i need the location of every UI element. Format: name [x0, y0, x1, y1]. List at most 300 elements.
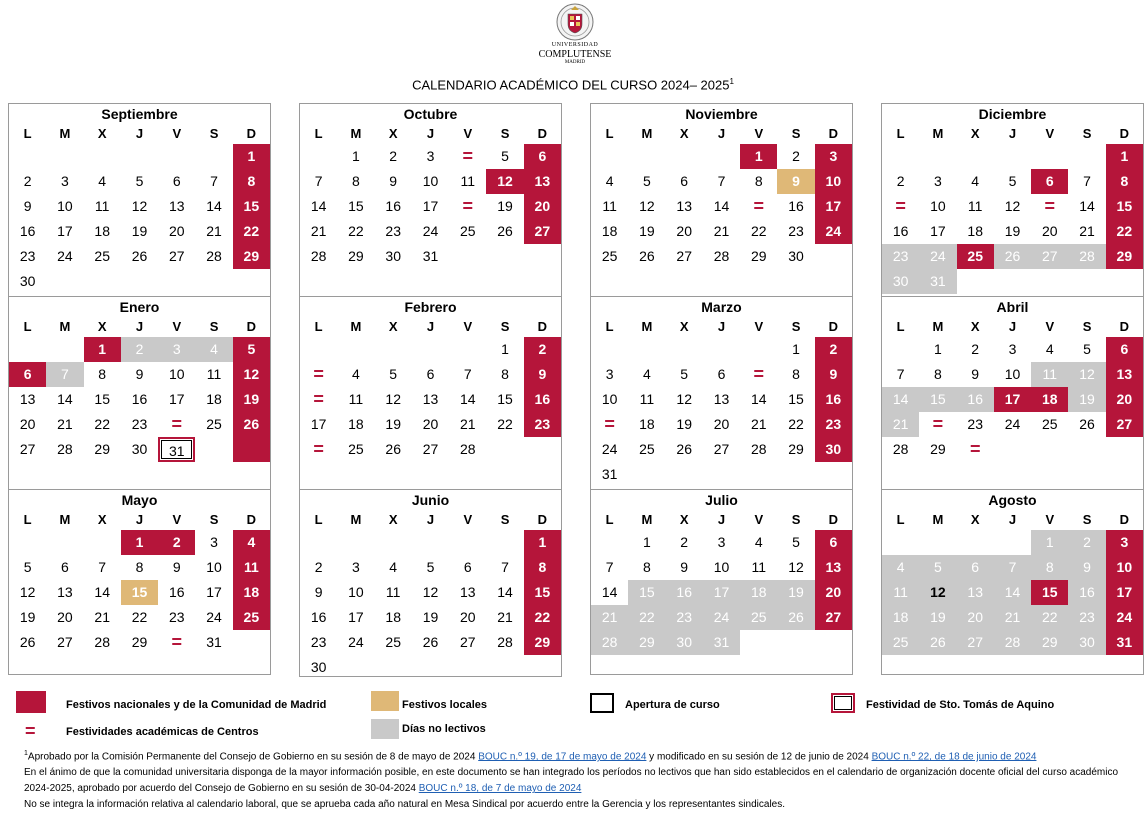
aquino-day-cell: 31 — [158, 437, 195, 462]
day-cell: 3 — [605, 366, 614, 382]
day-cell: 4 — [605, 173, 614, 189]
day-grid — [300, 337, 561, 462]
footnote-mark: 1 — [24, 750, 28, 757]
weekday-label: D — [828, 512, 839, 527]
day-cell: 28 — [206, 248, 222, 264]
weekday-label: J — [426, 319, 435, 334]
empty-day-cell — [1106, 269, 1143, 294]
day-cell: 12 — [1004, 198, 1021, 214]
weekday-header — [591, 510, 852, 530]
day-cell: 8 — [98, 366, 107, 382]
day-cell: 18 — [385, 609, 401, 625]
weekday-label: L — [314, 319, 323, 334]
legend-swatch-local — [371, 691, 399, 711]
day-cell: 16 — [892, 223, 909, 239]
day-cell: 8 — [934, 366, 942, 382]
day-cell: 14 — [1079, 198, 1095, 214]
weekday-label: J — [717, 126, 726, 141]
day-cell: 25 — [94, 248, 110, 264]
academic-holiday-day-cell: = — [313, 439, 324, 459]
empty-day-cell — [591, 337, 628, 362]
day-cell: 21 — [713, 223, 730, 239]
holiday-day-cell: 16 — [815, 387, 852, 412]
weekday-label: D — [1119, 319, 1130, 334]
day-cell: 13 — [676, 198, 692, 214]
non-teaching-day-cell: 26 — [919, 630, 956, 655]
legend-swatch-national — [16, 691, 46, 713]
empty-day-cell — [375, 530, 412, 555]
day-cell: 20 — [713, 416, 730, 432]
legend-opening-label: Apertura de curso — [625, 699, 720, 711]
non-teaching-day-cell: 22 — [628, 605, 665, 630]
holiday-day-cell: 27 — [1106, 412, 1143, 437]
day-grid — [882, 530, 1143, 655]
non-teaching-day-cell: 19 — [919, 605, 956, 630]
day-cell: 26 — [19, 634, 36, 650]
non-teaching-day-cell: 7 — [46, 362, 83, 387]
page-title-text: CALENDARIO ACADÉMICO DEL CURSO 2024– 2025 — [412, 77, 730, 93]
day-cell: 30 — [385, 248, 401, 264]
day-cell: 9 — [314, 584, 323, 600]
day-cell: 22 — [348, 223, 364, 239]
day-cell: 28 — [459, 441, 476, 457]
bouc-22-link[interactable]: BOUC n.º 22, de 18 de junio de 2024 — [871, 751, 1037, 763]
day-cell: 18 — [601, 223, 618, 239]
weekday-label: X — [388, 512, 398, 527]
weekday-label: X — [679, 319, 689, 334]
weekday-label: M — [932, 126, 944, 141]
day-cell: 24 — [422, 223, 439, 239]
day-cell: 15 — [348, 198, 364, 214]
day-cell: 2 — [971, 341, 980, 357]
empty-day-cell — [591, 144, 628, 169]
day-cell: 5 — [643, 173, 651, 189]
month-name: Febrero — [404, 299, 457, 315]
day-cell: 29 — [348, 248, 364, 264]
weekday-header — [591, 124, 852, 144]
day-cell: 27 — [57, 634, 73, 650]
holiday-day-cell: 22 — [1106, 219, 1143, 244]
month-name: Enero — [119, 299, 160, 315]
empty-day-cell — [300, 530, 337, 555]
day-cell: 25 — [348, 441, 364, 457]
day-cell: 11 — [639, 391, 655, 407]
month-name: Septiembre — [101, 106, 178, 122]
weekday-label: X — [97, 319, 107, 334]
weekday-label: V — [172, 126, 182, 141]
holiday-day-cell: 20 — [1106, 387, 1143, 412]
day-cell: 25 — [601, 248, 618, 264]
empty-day-cell — [449, 655, 486, 680]
non-teaching-day-cell: 28 — [1068, 244, 1105, 269]
day-cell: 25 — [459, 223, 476, 239]
day-cell: 28 — [94, 634, 110, 650]
empty-day-cell — [524, 244, 561, 269]
weekday-label: D — [537, 126, 548, 141]
non-teaching-day-cell: 25 — [740, 605, 777, 630]
day-cell: 25 — [206, 416, 222, 432]
empty-day-cell — [46, 530, 83, 555]
day-cell: 9 — [680, 559, 689, 575]
weekday-label: M — [641, 126, 653, 141]
holiday-day-cell: 1 — [740, 144, 777, 169]
day-cell: 16 — [19, 223, 36, 239]
day-cell: 5 — [135, 173, 144, 189]
day-cell: 17 — [310, 416, 327, 432]
day-cell: 21 — [459, 416, 476, 432]
weekday-label: V — [754, 512, 764, 527]
weekday-header — [882, 124, 1143, 144]
day-cell: 22 — [94, 416, 110, 432]
weekday-label: L — [23, 512, 32, 527]
day-cell: 5 — [23, 559, 32, 575]
day-cell: 23 — [168, 609, 185, 625]
holiday-day-cell: 5 — [233, 337, 270, 362]
non-teaching-day-cell: 21 — [994, 605, 1031, 630]
day-cell: 10 — [422, 173, 439, 189]
empty-day-cell — [412, 530, 449, 555]
empty-day-cell — [1031, 144, 1068, 169]
weekday-label: V — [463, 126, 473, 141]
academic-holiday-day-cell: = — [753, 196, 765, 216]
holiday-day-cell: 27 — [815, 605, 852, 630]
day-cell: 4 — [754, 534, 763, 550]
academic-holiday-day-cell: = — [171, 414, 183, 434]
day-cell: 8 — [792, 366, 800, 382]
weekday-label: D — [246, 126, 257, 141]
day-cell: 14 — [310, 198, 327, 214]
holiday-day-cell: 25 — [233, 605, 270, 630]
legend-swatch-aquino — [831, 693, 855, 713]
day-cell: 21 — [497, 609, 513, 625]
day-cell: 5 — [1083, 341, 1091, 357]
weekday-label: M — [59, 512, 71, 527]
month-octubre — [299, 103, 562, 297]
holiday-day-cell: 24 — [1106, 605, 1143, 630]
bouc-18-link[interactable]: BOUC n.º 18, de 7 de mayo de 2024 — [418, 783, 582, 795]
empty-day-cell — [703, 144, 740, 169]
day-cell: 10 — [348, 584, 364, 600]
day-cell: 8 — [643, 559, 651, 575]
empty-day-cell — [300, 144, 337, 169]
holiday-day-cell: 1 — [121, 530, 158, 555]
day-cell: 6 — [463, 559, 472, 575]
day-cell: 11 — [206, 366, 222, 382]
day-cell: 20 — [422, 416, 439, 432]
empty-day-cell — [591, 530, 628, 555]
weekday-label: L — [23, 319, 32, 334]
day-cell: 14 — [57, 391, 73, 407]
day-cell: 9 — [971, 366, 980, 382]
holiday-day-cell: 9 — [815, 362, 852, 387]
day-cell: 14 — [750, 391, 767, 407]
empty-day-cell — [449, 337, 486, 362]
day-grid — [9, 337, 270, 462]
weekday-label: S — [209, 512, 219, 527]
non-teaching-day-cell: 12 — [1068, 362, 1105, 387]
non-teaching-day-cell: 1 — [1031, 530, 1068, 555]
local-holiday-day-cell: 15 — [121, 580, 158, 605]
day-cell: 14 — [601, 584, 618, 600]
footnote-1-text-a: Aprobado por la Comisión Permanente del Consejo de Gobierno en su sesión de 8 de mayo de 2024 — [27, 751, 479, 763]
weekday-label: J — [717, 512, 726, 527]
title-footnote-mark: 1 — [729, 77, 734, 86]
weekday-label: J — [1008, 319, 1017, 334]
holiday-day-cell: 20 — [524, 194, 561, 219]
non-teaching-day-cell: 29 — [628, 630, 665, 655]
day-cell: 10 — [1004, 366, 1021, 382]
empty-day-cell — [740, 337, 777, 362]
empty-day-cell — [84, 269, 121, 294]
empty-day-cell — [84, 144, 121, 169]
legend-academic-symbol: = — [25, 721, 36, 741]
holiday-day-cell: 10 — [815, 169, 852, 194]
holiday-day-cell: 18 — [1031, 387, 1068, 412]
day-cell: 12 — [19, 584, 36, 600]
holiday-day-cell: 6 — [815, 530, 852, 555]
day-cell: 10 — [713, 559, 730, 575]
day-grid — [9, 144, 270, 294]
weekday-label: S — [791, 126, 801, 141]
day-cell: 14 — [206, 198, 222, 214]
academic-holiday-day-cell: = — [462, 146, 474, 166]
weekday-label: J — [1008, 126, 1017, 141]
day-cell: 28 — [497, 634, 513, 650]
weekday-label: D — [246, 319, 257, 334]
non-teaching-day-cell: 27 — [1031, 244, 1068, 269]
non-teaching-day-cell: 7 — [994, 555, 1031, 580]
day-cell: 4 — [389, 559, 398, 575]
non-teaching-day-cell: 22 — [1031, 605, 1068, 630]
empty-day-cell — [233, 630, 270, 655]
day-cell: 8 — [135, 559, 144, 575]
day-cell: 10 — [601, 391, 618, 407]
weekday-label: X — [97, 512, 107, 527]
holiday-day-cell: 26 — [233, 412, 270, 437]
empty-day-cell — [740, 630, 777, 655]
empty-day-cell — [337, 655, 374, 680]
empty-day-cell — [233, 269, 270, 294]
university-line2: COMPLUTENSE — [538, 49, 612, 60]
day-cell: 7 — [463, 366, 472, 382]
weekday-label: X — [388, 319, 398, 334]
weekday-label: M — [59, 126, 71, 141]
month-marzo — [590, 296, 853, 490]
day-cell: 20 — [459, 609, 476, 625]
empty-day-cell — [628, 462, 665, 487]
day-cell: 29 — [131, 634, 148, 650]
weekday-label: D — [828, 319, 839, 334]
day-cell: 17 — [57, 223, 73, 239]
weekday-label: V — [463, 512, 473, 527]
month-name: Julio — [705, 492, 738, 508]
day-cell: 9 — [135, 366, 144, 382]
empty-day-cell — [9, 337, 46, 362]
day-grid — [591, 337, 852, 487]
day-cell: 24 — [601, 441, 618, 457]
day-cell: 4 — [643, 366, 651, 382]
empty-day-cell — [337, 530, 374, 555]
non-teaching-day-cell: 9 — [1068, 555, 1105, 580]
day-cell: 30 — [310, 659, 327, 675]
weekday-header — [882, 317, 1143, 337]
non-teaching-day-cell: 14 — [994, 580, 1031, 605]
holiday-day-cell: 11 — [233, 555, 270, 580]
weekday-label: L — [23, 126, 32, 141]
footnote-3: No se integra la información relativa al calendario laboral, que se aprueba cada año natural en Mesa Sindical por acuerdo entre la Gerencia y los representantes sindicales. — [24, 799, 786, 811]
footnotes — [24, 746, 1124, 813]
day-cell: 19 — [497, 198, 513, 214]
empty-day-cell — [703, 462, 740, 487]
empty-day-cell — [486, 437, 523, 462]
day-cell: 4 — [352, 366, 360, 382]
day-cell: 4 — [971, 173, 980, 189]
holiday-day-cell: 2 — [158, 530, 195, 555]
empty-day-cell — [666, 144, 703, 169]
day-cell: 22 — [750, 223, 767, 239]
non-teaching-day-cell: 19 — [1068, 387, 1105, 412]
empty-day-cell — [84, 530, 121, 555]
day-cell: 26 — [639, 248, 655, 264]
holiday-day-cell: 15 — [524, 580, 561, 605]
academic-holiday-day-cell: = — [895, 196, 906, 216]
day-cell: 27 — [168, 248, 185, 264]
day-cell: 7 — [314, 173, 323, 189]
weekday-label: L — [605, 126, 614, 141]
empty-day-cell — [300, 337, 337, 362]
holiday-day-cell: 2 — [524, 337, 561, 362]
month-febrero — [299, 296, 562, 490]
empty-day-cell — [994, 437, 1031, 462]
day-cell: 23 — [19, 248, 36, 264]
day-cell: 11 — [460, 173, 476, 189]
weekday-label: M — [932, 512, 944, 527]
day-cell: 9 — [389, 173, 398, 189]
empty-day-cell — [375, 655, 412, 680]
holiday-day-cell: 18 — [233, 580, 270, 605]
day-cell: 5 — [501, 148, 509, 164]
day-cell: 16 — [131, 391, 148, 407]
holiday-day-cell: 16 — [524, 387, 561, 412]
day-cell: 17 — [206, 584, 222, 600]
weekday-label: D — [1119, 512, 1130, 527]
non-teaching-day-cell: 2 — [1068, 530, 1105, 555]
day-cell: 10 — [57, 198, 73, 214]
month-enero — [8, 296, 271, 490]
weekday-label: D — [1119, 126, 1130, 141]
holiday-day-cell: 17 — [994, 387, 1031, 412]
day-cell: 27 — [713, 441, 730, 457]
day-cell: 19 — [19, 609, 36, 625]
day-cell: 25 — [639, 441, 655, 457]
day-cell: 18 — [206, 391, 222, 407]
day-cell: 11 — [751, 559, 767, 575]
month-agosto — [881, 489, 1144, 675]
university-logo — [530, 2, 620, 74]
empty-day-cell — [628, 337, 665, 362]
day-cell: 13 — [459, 584, 476, 600]
non-teaching-day-cell: 4 — [882, 555, 919, 580]
day-cell: 4 — [98, 173, 107, 189]
empty-day-cell — [919, 144, 956, 169]
legend-academic-label: Festividades académicas de Centros — [66, 726, 259, 738]
academic-holiday-day-cell: = — [1044, 196, 1056, 216]
weekday-label: V — [172, 319, 182, 334]
non-teaching-day-cell: 25 — [882, 630, 919, 655]
empty-day-cell — [524, 437, 561, 462]
legend-local-label: Festivos locales — [402, 699, 487, 711]
day-cell: 12 — [639, 198, 655, 214]
footnote-2-text: En el ánimo de que la comunidad universitaria disponga de la mayor información posible, en este documento se han integrado los períodos no lectivos que han sido establecidos en el calendario de organización docente oficial del curso académico 2024-2025, aprobado por acuerdo del Consejo de Gobierno en su sesión de 30-04-2024 — [24, 767, 1119, 795]
day-cell: 7 — [717, 173, 726, 189]
non-teaching-day-cell: 14 — [882, 387, 919, 412]
day-cell: 26 — [131, 248, 148, 264]
day-cell: 5 — [1008, 173, 1017, 189]
non-teaching-day-cell: 27 — [957, 630, 994, 655]
day-cell: 13 — [168, 198, 185, 214]
empty-day-cell — [666, 337, 703, 362]
weekday-label: M — [59, 319, 71, 334]
bouc-19-link[interactable]: BOUC n.º 19, de 17 de mayo de 2024 — [478, 751, 647, 763]
day-cell: 15 — [94, 391, 110, 407]
weekday-label: V — [463, 319, 473, 334]
empty-day-cell — [777, 462, 814, 487]
day-cell: 14 — [94, 584, 110, 600]
day-cell: 19 — [385, 416, 401, 432]
day-cell: 21 — [57, 416, 73, 432]
holiday-day-cell: 13 — [815, 555, 852, 580]
day-cell: 24 — [206, 609, 222, 625]
day-grid — [591, 144, 852, 269]
holiday-day-cell: 1 — [1106, 144, 1143, 169]
empty-day-cell — [158, 144, 195, 169]
day-cell: 23 — [310, 634, 327, 650]
weekday-header — [9, 510, 270, 530]
legend — [0, 690, 1146, 745]
holiday-day-cell: 22 — [524, 605, 561, 630]
day-cell: 2 — [389, 148, 398, 164]
non-teaching-day-cell: 18 — [740, 580, 777, 605]
day-cell: 2 — [23, 173, 32, 189]
footnote-1 — [24, 746, 1124, 765]
weekday-header — [591, 317, 852, 337]
empty-day-cell — [1068, 144, 1105, 169]
holiday-day-cell: 22 — [233, 219, 270, 244]
day-cell: 21 — [94, 609, 110, 625]
day-cell: 27 — [459, 634, 476, 650]
weekday-label: J — [1008, 512, 1017, 527]
holiday-day-cell: 27 — [524, 219, 561, 244]
empty-day-cell — [919, 530, 956, 555]
empty-day-cell — [46, 144, 83, 169]
empty-day-cell — [957, 144, 994, 169]
day-cell: 21 — [1079, 223, 1095, 239]
weekday-label: M — [641, 512, 653, 527]
footnote-2 — [24, 765, 1124, 797]
holiday-day-cell: 15 — [1106, 194, 1143, 219]
weekday-label: S — [500, 512, 510, 527]
legend-national-label: Festivos nacionales y de la Comunidad de Madrid — [66, 699, 327, 711]
day-cell: 7 — [210, 173, 218, 189]
empty-day-cell — [195, 269, 232, 294]
non-teaching-day-cell: 17 — [703, 580, 740, 605]
holiday-day-cell: 13 — [524, 169, 561, 194]
holiday-day-cell: 15 — [233, 194, 270, 219]
day-cell: 29 — [750, 248, 767, 264]
month-abril — [881, 296, 1144, 490]
month-name: Mayo — [121, 492, 158, 508]
weekday-label: L — [605, 512, 614, 527]
